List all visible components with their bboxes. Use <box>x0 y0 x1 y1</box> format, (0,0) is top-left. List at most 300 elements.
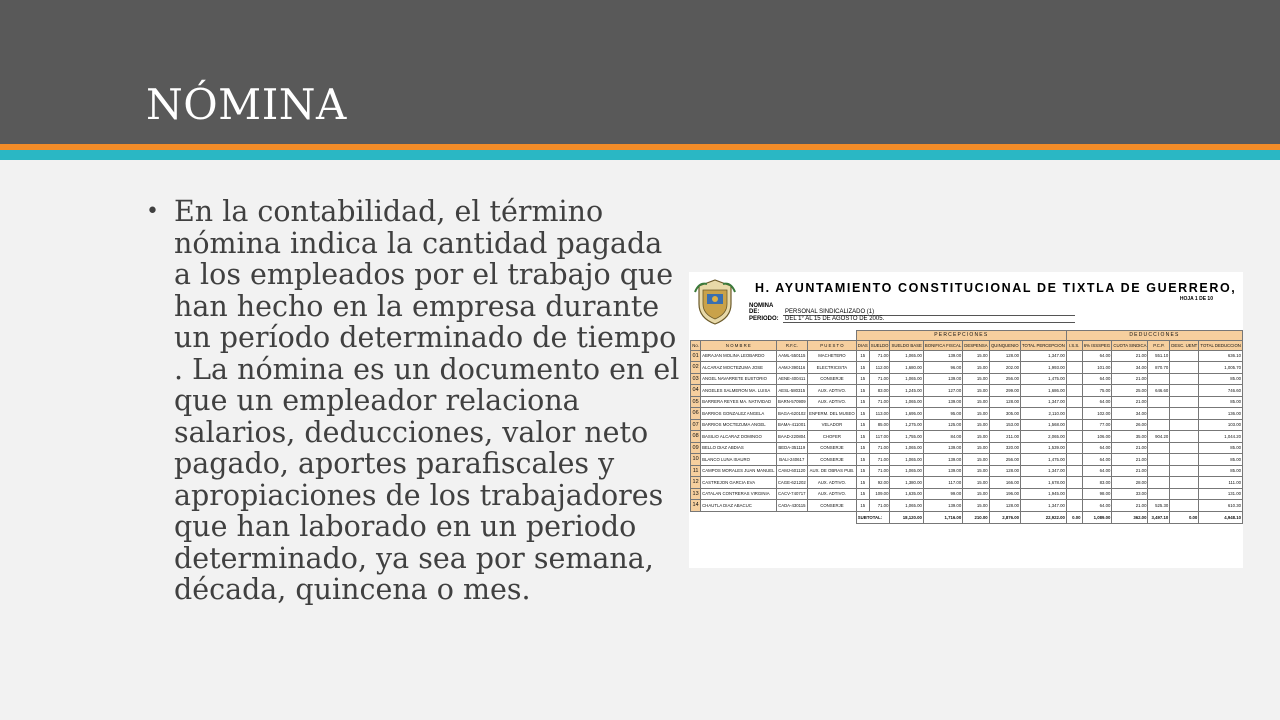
body-text <box>146 196 686 606</box>
table-cell: 21.00 <box>1112 350 1148 362</box>
table-cell: 15 <box>856 396 869 408</box>
table-cell: 71.00 <box>869 454 890 466</box>
table-cell: BAAD-220804 <box>776 431 808 443</box>
table-cell <box>1170 419 1199 431</box>
table-cell: CACV-740717 <box>776 488 808 500</box>
table-cell: MACHETERO <box>808 350 857 362</box>
table-cell: 112.00 <box>869 362 890 374</box>
table-cell: 551.10 <box>1148 350 1170 362</box>
table-cell: 71.00 <box>869 465 890 477</box>
table-cell: 15.00 <box>963 477 989 489</box>
table-cell: 256.00 <box>989 454 1020 466</box>
table-cell: 1,680.00 <box>890 362 923 374</box>
table-cell: 08 <box>691 431 701 443</box>
table-cell: 35.00 <box>1112 431 1148 443</box>
table-cell <box>1170 454 1199 466</box>
payroll-table <box>690 330 1243 524</box>
table-cell: CONSERJE <box>808 442 857 454</box>
table-cell: 71.00 <box>869 500 890 512</box>
column-header: CUOTA SINDICA <box>1112 340 1148 350</box>
table-cell: 03 <box>691 373 701 385</box>
table-row <box>691 350 1243 362</box>
column-header: TOTAL PERCEPCION <box>1020 340 1066 350</box>
table-cell: 15 <box>856 419 869 431</box>
table-cell: 15.00 <box>963 454 989 466</box>
nomina-value: PERSONAL SINDICALIZADO (1) <box>783 309 1075 316</box>
table-cell: 71.00 <box>869 373 890 385</box>
subtotal-cell: 362.00 <box>1112 511 1148 523</box>
table-row <box>691 419 1243 431</box>
column-header: DESPENSA <box>963 340 989 350</box>
table-cell: 04 <box>691 385 701 397</box>
nomina-label: NOMINA DE: <box>749 303 774 315</box>
column-header: No. <box>691 340 701 350</box>
table-cell: 85.00 <box>1199 396 1243 408</box>
table-cell <box>1170 488 1199 500</box>
column-header: 6% ISSSPEG <box>1082 340 1112 350</box>
table-cell: 21.00 <box>1112 500 1148 512</box>
table-cell: AAML-550115 <box>776 350 808 362</box>
table-cell: BARN-570909 <box>776 396 808 408</box>
table-cell: 15.00 <box>963 362 989 374</box>
table-cell: 1,755.00 <box>890 431 923 443</box>
table-cell <box>1148 465 1170 477</box>
table-cell: 15.00 <box>963 408 989 420</box>
table-cell: BARRERA REYES MA. NATIVIDAD <box>701 396 776 408</box>
table-cell: 1,065.00 <box>890 465 923 477</box>
table-cell: ANGELES SALMERON MA. LUISA <box>701 385 776 397</box>
table-cell: 128.00 <box>989 500 1020 512</box>
table-cell: ABRAJAN MOLINA LEOBARDO <box>701 350 776 362</box>
table-row <box>691 431 1243 443</box>
table-cell: ALCARAZ MOCTEZUMA JOSE <box>701 362 776 374</box>
subtotal-cell: 4,948.10 <box>1199 511 1243 523</box>
table-cell: 153.00 <box>989 419 1020 431</box>
page-number: HOJA 1 DE 10 <box>1179 296 1213 302</box>
table-cell <box>1066 408 1082 420</box>
table-cell: 21.00 <box>1112 454 1148 466</box>
subtotal-cell: 210.00 <box>963 511 989 523</box>
table-cell: 85.00 <box>869 419 890 431</box>
table-cell <box>1148 373 1170 385</box>
table-cell: 111.00 <box>1199 477 1243 489</box>
column-header: I.S.S. <box>1066 340 1082 350</box>
table-cell: 1,695.00 <box>890 408 923 420</box>
table-cell <box>1148 396 1170 408</box>
table-cell: 21.00 <box>1112 373 1148 385</box>
table-cell: 101.00 <box>1082 362 1112 374</box>
table-cell: 2,065.00 <box>1020 431 1066 443</box>
table-cell: 15 <box>856 431 869 443</box>
table-cell: 15 <box>856 362 869 374</box>
table-cell: 139.00 <box>923 465 962 477</box>
table-cell: 636.10 <box>1199 350 1243 362</box>
table-cell <box>1066 362 1082 374</box>
table-cell: 320.00 <box>989 442 1020 454</box>
table-cell: 75.00 <box>1082 385 1112 397</box>
table-cell: 64.00 <box>1082 442 1112 454</box>
subtotal-cell: 18,120.00 <box>890 511 923 523</box>
table-cell: 1,245.00 <box>890 385 923 397</box>
column-header: P U E S T O <box>808 340 857 350</box>
table-cell: CHAUTLA DIAZ ABACUC <box>701 500 776 512</box>
table-cell: 99.00 <box>923 488 962 500</box>
table-cell: 71.00 <box>869 350 890 362</box>
subtotal-cell: 22,922.00 <box>1020 511 1066 523</box>
column-header: TOTAL DEDUCCION <box>1199 340 1243 350</box>
table-cell: 15.00 <box>963 465 989 477</box>
table-cell: CONSERJE <box>808 454 857 466</box>
table-cell: 1,347.00 <box>1020 350 1066 362</box>
table-cell <box>1170 408 1199 420</box>
table-cell: 1,380.00 <box>890 477 923 489</box>
table-cell <box>1170 350 1199 362</box>
table-cell: CAGE-621202 <box>776 477 808 489</box>
table-row <box>691 385 1243 397</box>
subtotal-cell: 1,716.00 <box>923 511 962 523</box>
table-cell <box>1066 373 1082 385</box>
table-cell: 1,539.00 <box>1020 442 1066 454</box>
table-cell: 15 <box>856 500 869 512</box>
table-row <box>691 465 1243 477</box>
table-cell: 127.00 <box>923 385 962 397</box>
table-cell: 1,065.00 <box>890 500 923 512</box>
table-cell: 15 <box>856 385 869 397</box>
table-cell: ELECTRICISTA <box>808 362 857 374</box>
table-row <box>691 442 1243 454</box>
table-cell: 139.00 <box>923 500 962 512</box>
table-cell: 128.00 <box>989 350 1020 362</box>
table-cell: BLANCO LUNA ISAURO <box>701 454 776 466</box>
body-paragraph: En la contabilidad, el término nómina indica la cantidad pagada a los empleados por el trabajo que han hecho en la empresa durante un período determinado de tiempo . La nómina es un documento en el que un empleador relaciona salarios, deducciones, valor neto pagado, aportes parafiscales y apropiaciones de los trabajadores que han laborado en un periodo determinado, ya sea por semana, década, quincena o mes. <box>174 195 680 606</box>
table-cell: 211.00 <box>989 431 1020 443</box>
table-cell: CONSERJE <box>808 373 857 385</box>
table-row <box>691 373 1243 385</box>
table-cell: 64.00 <box>1082 500 1112 512</box>
table-cell: BARRIOS MOCTEZUMA ANGEL <box>701 419 776 431</box>
table-cell: 21.00 <box>1112 442 1148 454</box>
table-cell: 64.00 <box>1082 396 1112 408</box>
table-cell: ENFERM. DEL MUSEO <box>808 408 857 420</box>
table-cell: 71.00 <box>869 442 890 454</box>
column-header: BONIFICA FISCAL <box>923 340 962 350</box>
table-cell: 15.00 <box>963 385 989 397</box>
payroll-document-image <box>689 272 1243 568</box>
table-cell: ANGEL NAVARRETE EUSTORIO <box>701 373 776 385</box>
table-cell: 103.00 <box>1199 419 1243 431</box>
table-cell: 15 <box>856 488 869 500</box>
table-cell: 85.00 <box>1199 442 1243 454</box>
column-header-row <box>691 340 1243 350</box>
table-cell: 1,005.70 <box>1199 362 1243 374</box>
table-cell: AENE-400411 <box>776 373 808 385</box>
table-cell: 1,044.20 <box>1199 431 1243 443</box>
table-row <box>691 477 1243 489</box>
table-cell <box>1148 488 1170 500</box>
table-cell: 102.00 <box>1082 408 1112 420</box>
table-cell: 1,347.00 <box>1020 396 1066 408</box>
table-cell: 1,347.00 <box>1020 500 1066 512</box>
table-cell <box>1066 488 1082 500</box>
column-header: N O M B R E <box>701 340 776 350</box>
table-cell: 83.00 <box>869 385 890 397</box>
table-cell: CONSERJE <box>808 500 857 512</box>
table-cell: 28.00 <box>1112 477 1148 489</box>
table-cell <box>1170 373 1199 385</box>
table-cell: 15 <box>856 350 869 362</box>
table-cell: 1,568.00 <box>1020 419 1066 431</box>
table-cell: 15.00 <box>963 350 989 362</box>
table-cell <box>1066 454 1082 466</box>
table-cell: 02 <box>691 362 701 374</box>
table-cell: 1,065.00 <box>890 454 923 466</box>
table-cell: 136.00 <box>1199 408 1243 420</box>
table-cell: 139.00 <box>923 442 962 454</box>
table-cell: 15 <box>856 465 869 477</box>
table-cell: 25.00 <box>1112 385 1148 397</box>
table-cell: 305.00 <box>989 408 1020 420</box>
table-cell <box>1148 454 1170 466</box>
table-cell: 05 <box>691 396 701 408</box>
column-header: QUINQUENIO <box>989 340 1020 350</box>
table-cell: 15.00 <box>963 419 989 431</box>
table-cell <box>1066 431 1082 443</box>
table-cell <box>1170 500 1199 512</box>
table-cell: 14 <box>691 500 701 512</box>
table-cell <box>1066 396 1082 408</box>
table-cell <box>1148 442 1170 454</box>
table-cell <box>1066 477 1082 489</box>
subtotal-cell: 3,497.10 <box>1148 511 1170 523</box>
table-cell: 131.00 <box>1199 488 1243 500</box>
table-cell: AAMJ-390116 <box>776 362 808 374</box>
slide-title: NÓMINA <box>146 80 347 129</box>
table-cell <box>1170 442 1199 454</box>
table-cell: 1,993.00 <box>1020 362 1066 374</box>
table-cell <box>1066 350 1082 362</box>
table-cell: 256.00 <box>989 373 1020 385</box>
accent-stripe-teal <box>0 150 1280 160</box>
table-cell: 26.00 <box>1112 419 1148 431</box>
table-cell: 525.30 <box>1148 500 1170 512</box>
table-cell: 904.20 <box>1148 431 1170 443</box>
table-cell: 109.00 <box>869 488 890 500</box>
table-row <box>691 488 1243 500</box>
subtotal-label: SUBTOTAL: <box>856 511 890 523</box>
table-cell: AUX. ADTIVO. <box>808 477 857 489</box>
table-cell: 166.00 <box>989 477 1020 489</box>
table-cell: 15.00 <box>963 431 989 443</box>
table-cell: 870.70 <box>1148 362 1170 374</box>
table-cell: 117.00 <box>869 431 890 443</box>
table-cell: 139.00 <box>923 396 962 408</box>
table-cell: 15 <box>856 454 869 466</box>
table-cell: CAMPOS MORALES JUAN MANUEL <box>701 465 776 477</box>
table-cell: 610.30 <box>1199 500 1243 512</box>
table-cell: AUX. DE OBRAS PUB. <box>808 465 857 477</box>
column-header: DIAS <box>856 340 869 350</box>
table-cell: 77.00 <box>1082 419 1112 431</box>
table-cell: 13 <box>691 488 701 500</box>
table-cell: CHOFER <box>808 431 857 443</box>
table-cell: 128.00 <box>989 396 1020 408</box>
table-cell: 64.00 <box>1082 465 1112 477</box>
table-cell: CATALAN CONTRERAS VIRGINIA <box>701 488 776 500</box>
table-cell <box>1170 431 1199 443</box>
table-cell: 83.00 <box>1082 477 1112 489</box>
table-cell: BALI-240617 <box>776 454 808 466</box>
table-cell: BEDA-351119 <box>776 442 808 454</box>
table-cell: 1,686.00 <box>1020 385 1066 397</box>
table-cell: 11 <box>691 465 701 477</box>
bullet: • <box>146 199 159 224</box>
subtotal-cell: 1,089.00 <box>1082 511 1112 523</box>
column-header: SUELDO <box>869 340 890 350</box>
table-cell: 128.00 <box>989 465 1020 477</box>
table-cell: 2,110.00 <box>1020 408 1066 420</box>
table-row <box>691 454 1243 466</box>
column-header: DESC. UENT <box>1170 340 1199 350</box>
table-cell: 15 <box>856 373 869 385</box>
table-cell: 34.00 <box>1112 408 1148 420</box>
table-cell: 15.00 <box>963 396 989 408</box>
table-cell: AUX. ADTIVO. <box>808 385 857 397</box>
table-cell: VELADOR <box>808 419 857 431</box>
table-cell: 1,475.00 <box>1020 373 1066 385</box>
table-cell: 139.00 <box>923 373 962 385</box>
table-cell: 139.00 <box>923 350 962 362</box>
table-cell: 1,065.00 <box>890 350 923 362</box>
deducciones-header: DEDUCCIONES <box>1066 331 1242 341</box>
table-cell: 06 <box>691 408 701 420</box>
table-cell <box>1170 396 1199 408</box>
table-cell: 64.00 <box>1082 454 1112 466</box>
table-cell: BELLO DIAZ ABDIAS <box>701 442 776 454</box>
table-cell: 85.00 <box>1199 465 1243 477</box>
table-cell: 71.00 <box>869 396 890 408</box>
table-cell <box>1066 465 1082 477</box>
table-cell: 15 <box>856 408 869 420</box>
table-cell: 1,945.00 <box>1020 488 1066 500</box>
table-cell: 84.00 <box>923 431 962 443</box>
table-cell: 646.60 <box>1148 385 1170 397</box>
table-cell: 21.00 <box>1112 396 1148 408</box>
table-row <box>691 362 1243 374</box>
table-cell: 113.00 <box>869 408 890 420</box>
subtotal-cell: 2,876.00 <box>989 511 1020 523</box>
table-cell: 15.00 <box>963 500 989 512</box>
table-cell: 1,678.00 <box>1020 477 1066 489</box>
table-cell: BARRIOS GONZALEZ ANGELA <box>701 408 776 420</box>
table-cell: 15.00 <box>963 442 989 454</box>
subtotal-row <box>691 511 1243 523</box>
column-header: P.C.P. <box>1148 340 1170 350</box>
table-cell: 85.00 <box>1199 373 1243 385</box>
table-cell: 196.00 <box>989 488 1020 500</box>
table-cell: 1,635.00 <box>890 488 923 500</box>
table-cell: 125.00 <box>923 419 962 431</box>
table-cell: 1,275.00 <box>890 419 923 431</box>
table-cell: 746.60 <box>1199 385 1243 397</box>
table-cell: 64.00 <box>1082 373 1112 385</box>
table-cell: 1,065.00 <box>890 396 923 408</box>
table-cell: AUX. ADTIVO. <box>808 396 857 408</box>
table-cell: 21.00 <box>1112 465 1148 477</box>
table-cell: 1,475.00 <box>1020 454 1066 466</box>
table-cell <box>1066 442 1082 454</box>
table-cell <box>1066 419 1082 431</box>
table-cell: 95.00 <box>923 408 962 420</box>
table-cell: 106.00 <box>1082 431 1112 443</box>
table-cell: 12 <box>691 477 701 489</box>
title-bar <box>0 0 1280 144</box>
coat-of-arms-icon <box>693 278 737 326</box>
table-cell: 139.00 <box>923 454 962 466</box>
table-cell: AESL-580315 <box>776 385 808 397</box>
nomina-line <box>749 303 1075 316</box>
table-cell: CAMJ-601120 <box>776 465 808 477</box>
table-cell <box>1148 477 1170 489</box>
table-cell <box>1170 362 1199 374</box>
periodo-line <box>749 316 1075 323</box>
table-cell: AUX. ADTIVO. <box>808 488 857 500</box>
table-cell: 85.00 <box>1199 454 1243 466</box>
table-row <box>691 500 1243 512</box>
table-cell: BAGA-620102 <box>776 408 808 420</box>
percepciones-header: PERCEPCIONES <box>856 331 1066 341</box>
table-cell: 1,065.00 <box>890 442 923 454</box>
table-cell: 299.00 <box>989 385 1020 397</box>
table-cell <box>1170 385 1199 397</box>
table-row <box>691 408 1243 420</box>
table-cell: 1,347.00 <box>1020 465 1066 477</box>
table-cell: CASTREJON GARCIA EVA <box>701 477 776 489</box>
table-cell: 15.00 <box>963 373 989 385</box>
table-cell: 92.00 <box>869 477 890 489</box>
table-cell: 96.00 <box>923 362 962 374</box>
periodo-label: PERIODO: <box>749 316 779 322</box>
document-title: H. AYUNTAMIENTO CONSTITUCIONAL DE TIXTLA DE GUERRERO, <box>755 281 1237 295</box>
column-header: SUELDO BASE <box>890 340 923 350</box>
table-cell <box>1148 419 1170 431</box>
table-cell: 01 <box>691 350 701 362</box>
table-cell: 64.00 <box>1082 350 1112 362</box>
table-cell: 117.00 <box>923 477 962 489</box>
table-row <box>691 396 1243 408</box>
table-cell <box>1066 500 1082 512</box>
table-cell: CADA-430115 <box>776 500 808 512</box>
table-cell: 10 <box>691 454 701 466</box>
table-cell <box>1170 477 1199 489</box>
table-cell: 09 <box>691 442 701 454</box>
column-header: R.F.C. <box>776 340 808 350</box>
table-cell: 07 <box>691 419 701 431</box>
subtotal-cell: 0.00 <box>1066 511 1082 523</box>
table-body <box>691 350 1243 523</box>
periodo-value: DEL 1° AL 15 DE AGOSTO DE 2005. <box>783 316 1075 323</box>
table-cell <box>1066 385 1082 397</box>
table-cell: 15 <box>856 477 869 489</box>
subtotal-cell: 0.00 <box>1170 511 1199 523</box>
table-cell: 202.00 <box>989 362 1020 374</box>
table-cell: 98.00 <box>1082 488 1112 500</box>
table-cell: BASILIO ALCARAZ DOMINGO <box>701 431 776 443</box>
table-cell: 33.00 <box>1112 488 1148 500</box>
table-cell: 34.00 <box>1112 362 1148 374</box>
table-cell <box>1170 465 1199 477</box>
table-cell <box>1148 408 1170 420</box>
table-cell: 1,065.00 <box>890 373 923 385</box>
